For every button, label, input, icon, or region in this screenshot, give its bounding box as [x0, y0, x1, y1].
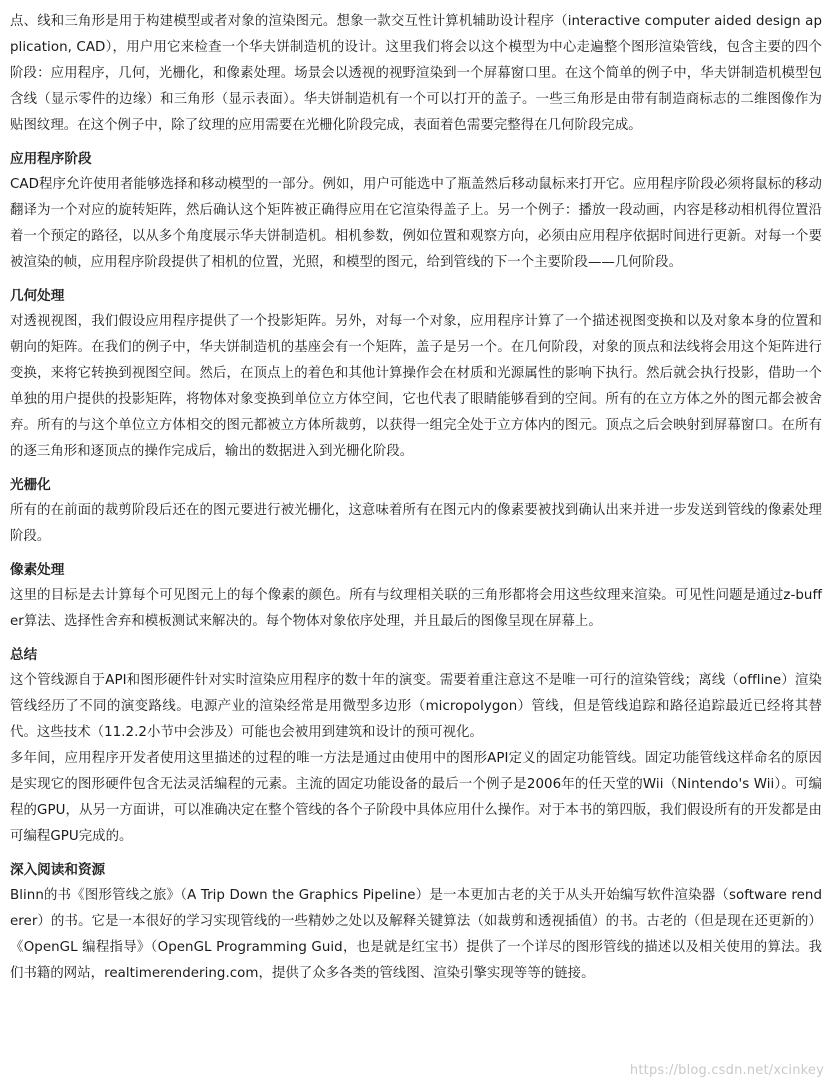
section-heading-application: 应用程序阶段 [10, 151, 92, 167]
section-heading-pixel-processing: 像素处理 [10, 562, 65, 578]
section-paragraph: CAD程序允许使用者能够选择和移动模型的一部分。例如，用户可能选中了瓶盖然后移动鼠标来打开它。应用程序阶段必须将鼠标的移动翻译为一个对应的旋转矩阵，然后确认这个矩阵被正确得应用在它渲染得盖子上。另一个例子：播放一段动画，内容是移动相机得位置沿着一个预定的路径，以从多个角度展示华夫饼制造机。相机参数，例如位置和观察方向，必须由应用程序依据时间进行更新。对每一个要被渲染的帧，应用程序阶段提供了相机的位置，光照，和模型的图元，给到管线的下一个主要阶段——几何阶段。 [10, 177, 822, 270]
section-heading-geometry: 几何处理 [10, 288, 65, 304]
section-heading-further-reading: 深入阅读和资源 [10, 862, 106, 878]
section-paragraph: 多年间，应用程序开发者使用这里描述的过程的唯一方法是通过由使用中的图形API定义的固定功能管线。固定功能管线这样命名的原因是实现它的图形硬件包含无法灵活编程的元素。主流的固定功能设备的最后一个例子是2006年的任天堂的Wii（Nintendo's Wii）。可编程的GPU，从另一方面讲，可以准确决定在整个管线的各个子阶段中具体应用什么操作。对于本书的第四版，我们假设所有的开发都是由可编程GPU完成的。 [10, 751, 822, 844]
section-heading-summary: 总结 [10, 647, 38, 663]
intro-paragraph: 点、线和三角形是用于构建模型或者对象的渲染图元。想象一款交互性计算机辅助设计程序（interactive computer aided design application, CAD），用户用它来检查一个华夫饼制造机的设计。这里我们将会以这个模型为中心走遍整个图形渲染管线，包含主要的四个阶段：应用程序，几何，光栅化，和像素处理。场景会以透视的视野渲染到一个屏幕窗口里。在这个简单的例子中，华夫饼制造机模型包含线（显示零件的边缘）和三角形（显示表面）。华夫饼制造机有一个可以打开的盖子。一些三角形是由带有制造商标志的二维图像作为贴图纹理。在这个例子中，除了纹理的应用需要在光栅化阶段完成，表面着色需要完整得在几何阶段完成。 [10, 14, 822, 133]
section-paragraph: 这个管线源自于API和图形硬件针对实时渲染应用程序的数十年的演变。需要着重注意这不是唯一可行的渲染管线；离线（offline）渲染管线经历了不同的演变路线。电源产业的渲染经常是用微型多边形（micropolygon）管线，但是管线追踪和路径追踪最近已经将其替代。这些技术（11.2.2小节中会涉及）可能也会被用到建筑和设计的预可视化。 [10, 673, 822, 740]
section-paragraph: Blinn的书《图形管线之旅》（A Trip Down the Graphics Pipeline）是一本更加古老的关于从头开始编写软件渲染器（software renderer）的书。它是一本很好的学习实现管线的一些精妙之处以及解释关键算法（如裁剪和透视插值）的书。古老的（但是现在还更新的）《OpenGL 编程指导》（OpenGL Programming Guid，也是就是红宝书）提供了一个详尽的图形管线的描述以及相关使用的算法。我们书籍的网站，realtimerendering.com，提供了众多各类的管线图、渲染引擎实现等等的链接。 [10, 888, 822, 981]
blog-watermark: https://blog.csdn.net/xcinkey [629, 1063, 824, 1078]
section-paragraph: 所有的在前面的裁剪阶段后还在的图元要进行被光栅化，这意味着所有在图元内的像素要被找到确认出来并进一步发送到管线的像素处理阶段。 [10, 503, 822, 544]
section-heading-rasterization: 光栅化 [10, 477, 51, 493]
article-body [10, 9, 822, 987]
section-paragraph: 这里的目标是去计算每个可见图元上的每个像素的颜色。所有与纹理相关联的三角形都将会用这些纹理来渲染。可见性问题是通过z-buffer算法、选择性舍弃和模板测试来解决的。每个物体对象依序处理，并且最后的图像呈现在屏幕上。 [10, 588, 822, 629]
section-paragraph: 对透视视图，我们假设应用程序提供了一个投影矩阵。另外，对每一个对象，应用程序计算了一个描述视图变换和以及对象本身的位置和朝向的矩阵。在我们的例子中，华夫饼制造机的基座会有一个矩阵，盖子是另一个。在几何阶段，对象的顶点和法线将会用这个矩阵进行变换，来将它转换到视图空间。然后，在顶点上的着色和其他计算操作会在材质和光源属性的影响下执行。然后就会执行投影，借助一个单独的用户提供的投影矩阵，将物体对象变换到单位立方体空间，它也代表了眼睛能够看到的空间。所有的在立方体之外的图元都会被舍弃。所有的与这个单位立方体相交的图元都被立方体所裁剪，以获得一组完全处于立方体内的图元。顶点之后会映射到屏幕窗口。在所有的逐三角形和逐顶点的操作完成后，输出的数据进入到光栅化阶段。 [10, 314, 822, 459]
